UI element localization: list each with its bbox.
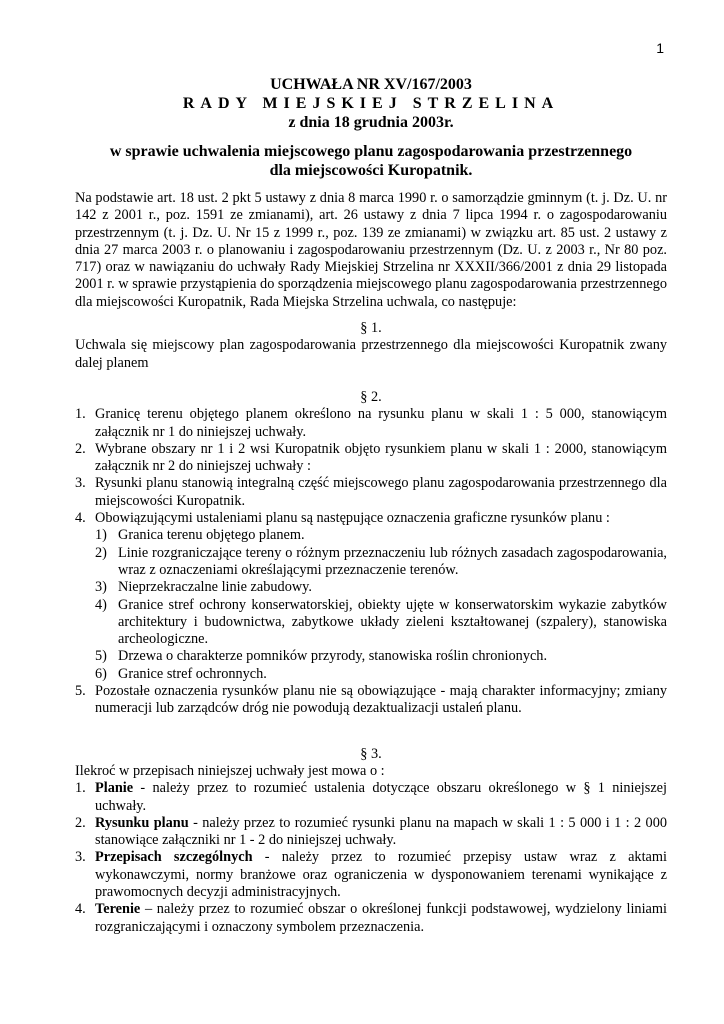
resolution-number: UCHWAŁA NR XV/167/2003	[270, 76, 472, 93]
sub-list-item	[95, 527, 667, 544]
sub-item-text: Nieprzekraczalne linie zabudowy.	[118, 579, 312, 596]
sub-list-item	[95, 579, 667, 596]
section-3-lead: Ilekroć w przepisach niniejszej uchwały jest mowa o :	[75, 762, 385, 779]
item-number: 5.	[75, 683, 86, 700]
sub-item-text: Drzewa o charakterze pomników przyrody, stanowiska roślin chronionych.	[118, 648, 548, 665]
legal-basis-paragraph: Na podstawie art. 18 ust. 2 pkt 5 ustawy z dnia 8 marca 1990 r. o samorządzie gminnym (t. j. Dz. U. nr 142 z 2001 r., poz. 1591 ze zmianami), art. 26 ustawy z dnia 7 lipca 1994 r. o zagospodarowaniu przestrzennym (t. j. Dz. U. Nr 15 z 1999 r., poz. 139 ze zmianami) w związku art. 85 ust. 2 ustawy z dnia 27 marca 2003 r. o planowaniu i zagospodarowaniu przestrzennym (Dz. U. z 2003 r., Nr 80 poz. 717) oraz w nawiązaniu do uchwały Rady Miejskiej Strzelina nr XXXII/366/2001 z dnia 29 listopada 2001 r. w sprawie przystąpienia do sporządzenia miejscowego planu zagospodarowania przestrzennego dla miejscowości Kuropatnik, Rada Miejska Strzelina uchwala, co następuje:	[75, 190, 667, 310]
definition-text: - należy przez to rozumieć ustalenia dotyczące obszaru określonego w § 1 niniejszej uchwały.	[95, 780, 667, 814]
list-item	[75, 406, 667, 441]
page-number: 1	[656, 40, 664, 56]
sub-item-text: Linie rozgraniczające tereny o różnym przeznaczeniu lub różnych zasadach zagospodarowania, wraz z oznaczeniami określającymi przeznaczenie terenów.	[118, 544, 667, 578]
document-page	[75, 75, 667, 936]
item-number: 3.	[75, 475, 86, 492]
sub-item-text: Granica terenu objętego planem.	[118, 527, 305, 544]
list-item	[75, 510, 667, 683]
sub-list-item	[95, 648, 667, 665]
resolution-subject	[75, 142, 667, 180]
subject-line-2: dla miejscowości Kuropatnik.	[269, 162, 473, 179]
resolution-date: z dnia 18 grudnia 2003r.	[288, 114, 454, 131]
sub-list-item	[95, 597, 667, 649]
section-2-title: § 2.	[360, 388, 382, 405]
list-item	[75, 683, 667, 718]
item-text: Obowiązującymi ustaleniami planu są następujące oznaczenia graficzne rysunków planu :	[95, 510, 610, 527]
sub-item-number: 5)	[95, 648, 107, 665]
item-text: Pozostałe oznaczenia rysunków planu nie są obowiązujące - mają charakter informacyjny; zmiany numeracji lub zarządców dróg nie powodują dezaktualizacji ustaleń planu.	[95, 683, 667, 717]
sub-item-number: 6)	[95, 665, 107, 682]
item-text: Wybrane obszary nr 1 i 2 wsi Kuropatnik objęto rysunkiem planu w skali 1 : 2000, stanowiącym załącznik nr 2 do niniejszej uchwały :	[95, 440, 667, 475]
definition-item	[75, 849, 667, 901]
council-name: RADY MIEJSKIEJ STRZELINA	[182, 95, 560, 112]
item-number: 4.	[75, 901, 86, 918]
item-number: 3.	[75, 849, 86, 866]
definition-item	[75, 780, 667, 815]
sub-list-item	[95, 666, 667, 683]
sub-item-number: 2)	[95, 544, 107, 561]
list-item	[75, 475, 667, 510]
item-number: 4.	[75, 510, 86, 527]
definition-term: Rysunku planu	[95, 814, 189, 831]
item-text: Rysunki planu stanowią integralną część miejscowego planu zagospodarowania przestrzennego dla miejscowości Kuropatnik.	[95, 475, 667, 509]
sub-item-text: Granice stref ochronnych.	[118, 665, 267, 682]
definition-text: – należy przez to rozumieć obszar o określonej funkcji podstawowej, wydzielony liniami rozgraniczającymi i oznaczony symbolem przeznaczenia.	[95, 901, 667, 935]
item-text: Granicę terenu objętego planem określono na rysunku planu w skali 1 : 5 000, stanowiącym załącznik nr 1 do niniejszej uchwały.	[95, 406, 667, 440]
definitions-list	[75, 780, 667, 936]
subject-line-1: w sprawie uchwalenia miejscowego planu zagospodarowania przestrzennego	[109, 143, 633, 160]
graphic-designations-list	[95, 527, 667, 683]
section-2-list	[75, 406, 667, 717]
definition-term: Przepisach szczególnych	[95, 849, 253, 866]
definition-text: - należy przez to rozumieć rysunki planu na mapach w skali 1 : 5 000 i 1 : 2 000 stanowiące załączniki nr 1 - 2 do niniejszej uchwały.	[95, 814, 667, 849]
definition-item	[75, 815, 667, 850]
definition-item	[75, 901, 667, 936]
item-number: 1.	[75, 780, 86, 797]
item-number: 2.	[75, 440, 86, 457]
sub-item-number: 4)	[95, 596, 107, 613]
list-item	[75, 441, 667, 476]
section-1-text: Uchwala się miejscowy plan zagospodarowania przestrzennego dla miejscowości Kuropatnik zwany dalej planem	[75, 337, 667, 371]
sub-item-number: 3)	[95, 579, 107, 596]
sub-item-number: 1)	[95, 527, 107, 544]
definition-text: - należy przez to rozumieć przepisy ustaw wraz z aktami wykonawczymi, normy branżowe oraz ograniczenia w dysponowaniem terenami wynikające z prawomocnych decyzji administracyjnych.	[95, 849, 667, 900]
item-number: 1.	[75, 406, 86, 423]
section-3-title: § 3.	[360, 745, 382, 762]
section-1-title: § 1.	[360, 320, 382, 337]
definition-term: Terenie	[95, 901, 141, 918]
sub-list-item	[95, 545, 667, 580]
definition-term: Planie	[95, 780, 134, 797]
sub-item-text: Granice stref ochrony konserwatorskiej, obiekty ujęte w konserwatorskim wykazie zabytków architektury i budownictwa, zabytkowe układy zieleni kształtowanej (szpalery), stanowiska archeologiczne.	[118, 596, 667, 648]
item-number: 2.	[75, 814, 86, 831]
